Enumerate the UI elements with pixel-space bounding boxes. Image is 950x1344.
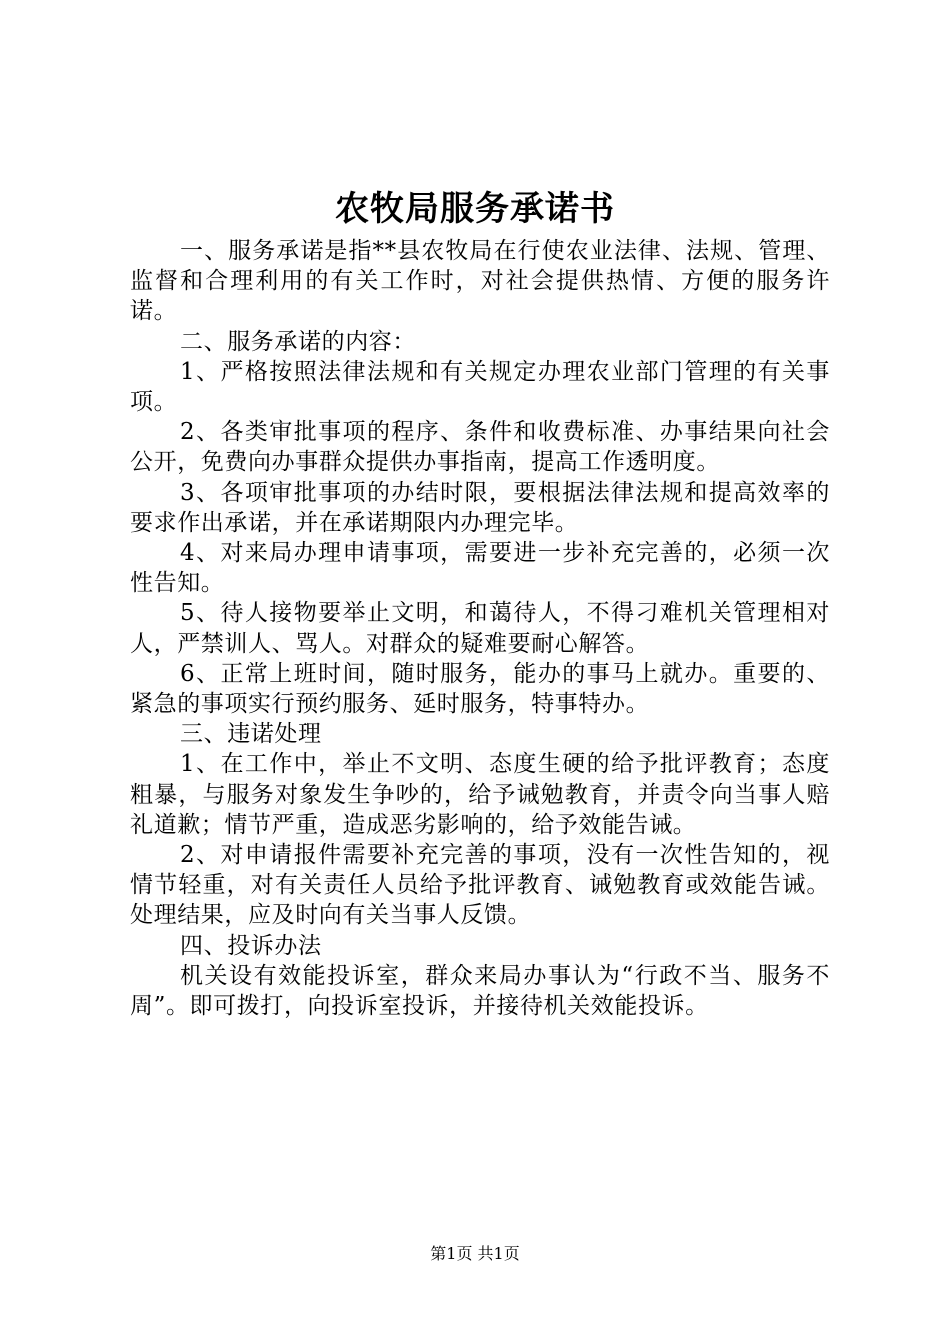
page-number: 第1页 共1页: [430, 1244, 520, 1263]
paragraph-item-4: 4、对来局办理申请事项，需要进一步补充完善的，必须一次性告知。: [130, 540, 830, 597]
paragraph-violation-1: 1、在工作中，举止不文明、态度生硬的给予批评教育；态度粗暴，与服务对象发生争吵的，给予诫勉教育，并责令向当事人赔礼道歉；情节严重，造成恶劣影响的，给予效能告诫。: [130, 751, 830, 838]
document-title: 农牧局服务承诺书: [335, 189, 615, 229]
section-heading-violation: 三、违诺处理: [180, 721, 322, 748]
paragraph-violation-2: 2、对申请报件需要补充完善的事项，没有一次性告知的，视情节轻重，对有关责任人员给予批评教育、诫勉教育或效能告诫。处理结果，应及时向有关当事人反馈。: [130, 842, 830, 929]
paragraph-item-1: 1、严格按照法律法规和有关规定办理农业部门管理的有关事项。: [130, 358, 830, 416]
section-heading-complaint: 四、投诉办法: [180, 932, 322, 959]
paragraph-item-5: 5、待人接物要举止文明，和蔼待人，不得刁难机关管理相对人，严禁训人、骂人。对群众的疑难要耐心解答。: [130, 600, 830, 657]
paragraph-item-3: 3、各项审批事项的办结时限，要根据法律法规和提高效率的要求作出承诺，并在承诺期限内办理完毕。: [130, 479, 830, 536]
paragraph-service-definition: 一、服务承诺是指**县农牧局在行使农业法律、法规、管理、监督和合理利用的有关工作时，对社会提供热情、方便的服务许诺。: [130, 238, 830, 325]
paragraph-complaint: 机关设有效能投诉室，群众来局办事认为“行政不当、服务不周”。即可拨打，向投诉室投诉，并接待机关效能投诉。: [130, 962, 830, 1020]
section-heading-content: 二、服务承诺的内容：: [180, 328, 416, 355]
paragraph-item-2: 2、各类审批事项的程序、条件和收费标准、办事结果向社会公开，免费向办事群众提供办事指南，提高工作透明度。: [130, 419, 830, 476]
document-body: [130, 236, 830, 1021]
paragraph-item-6: 6、正常上班时间，随时服务，能办的事马上就办。重要的、紧急的事项实行预约服务、延时服务，特事特办。: [130, 660, 830, 718]
